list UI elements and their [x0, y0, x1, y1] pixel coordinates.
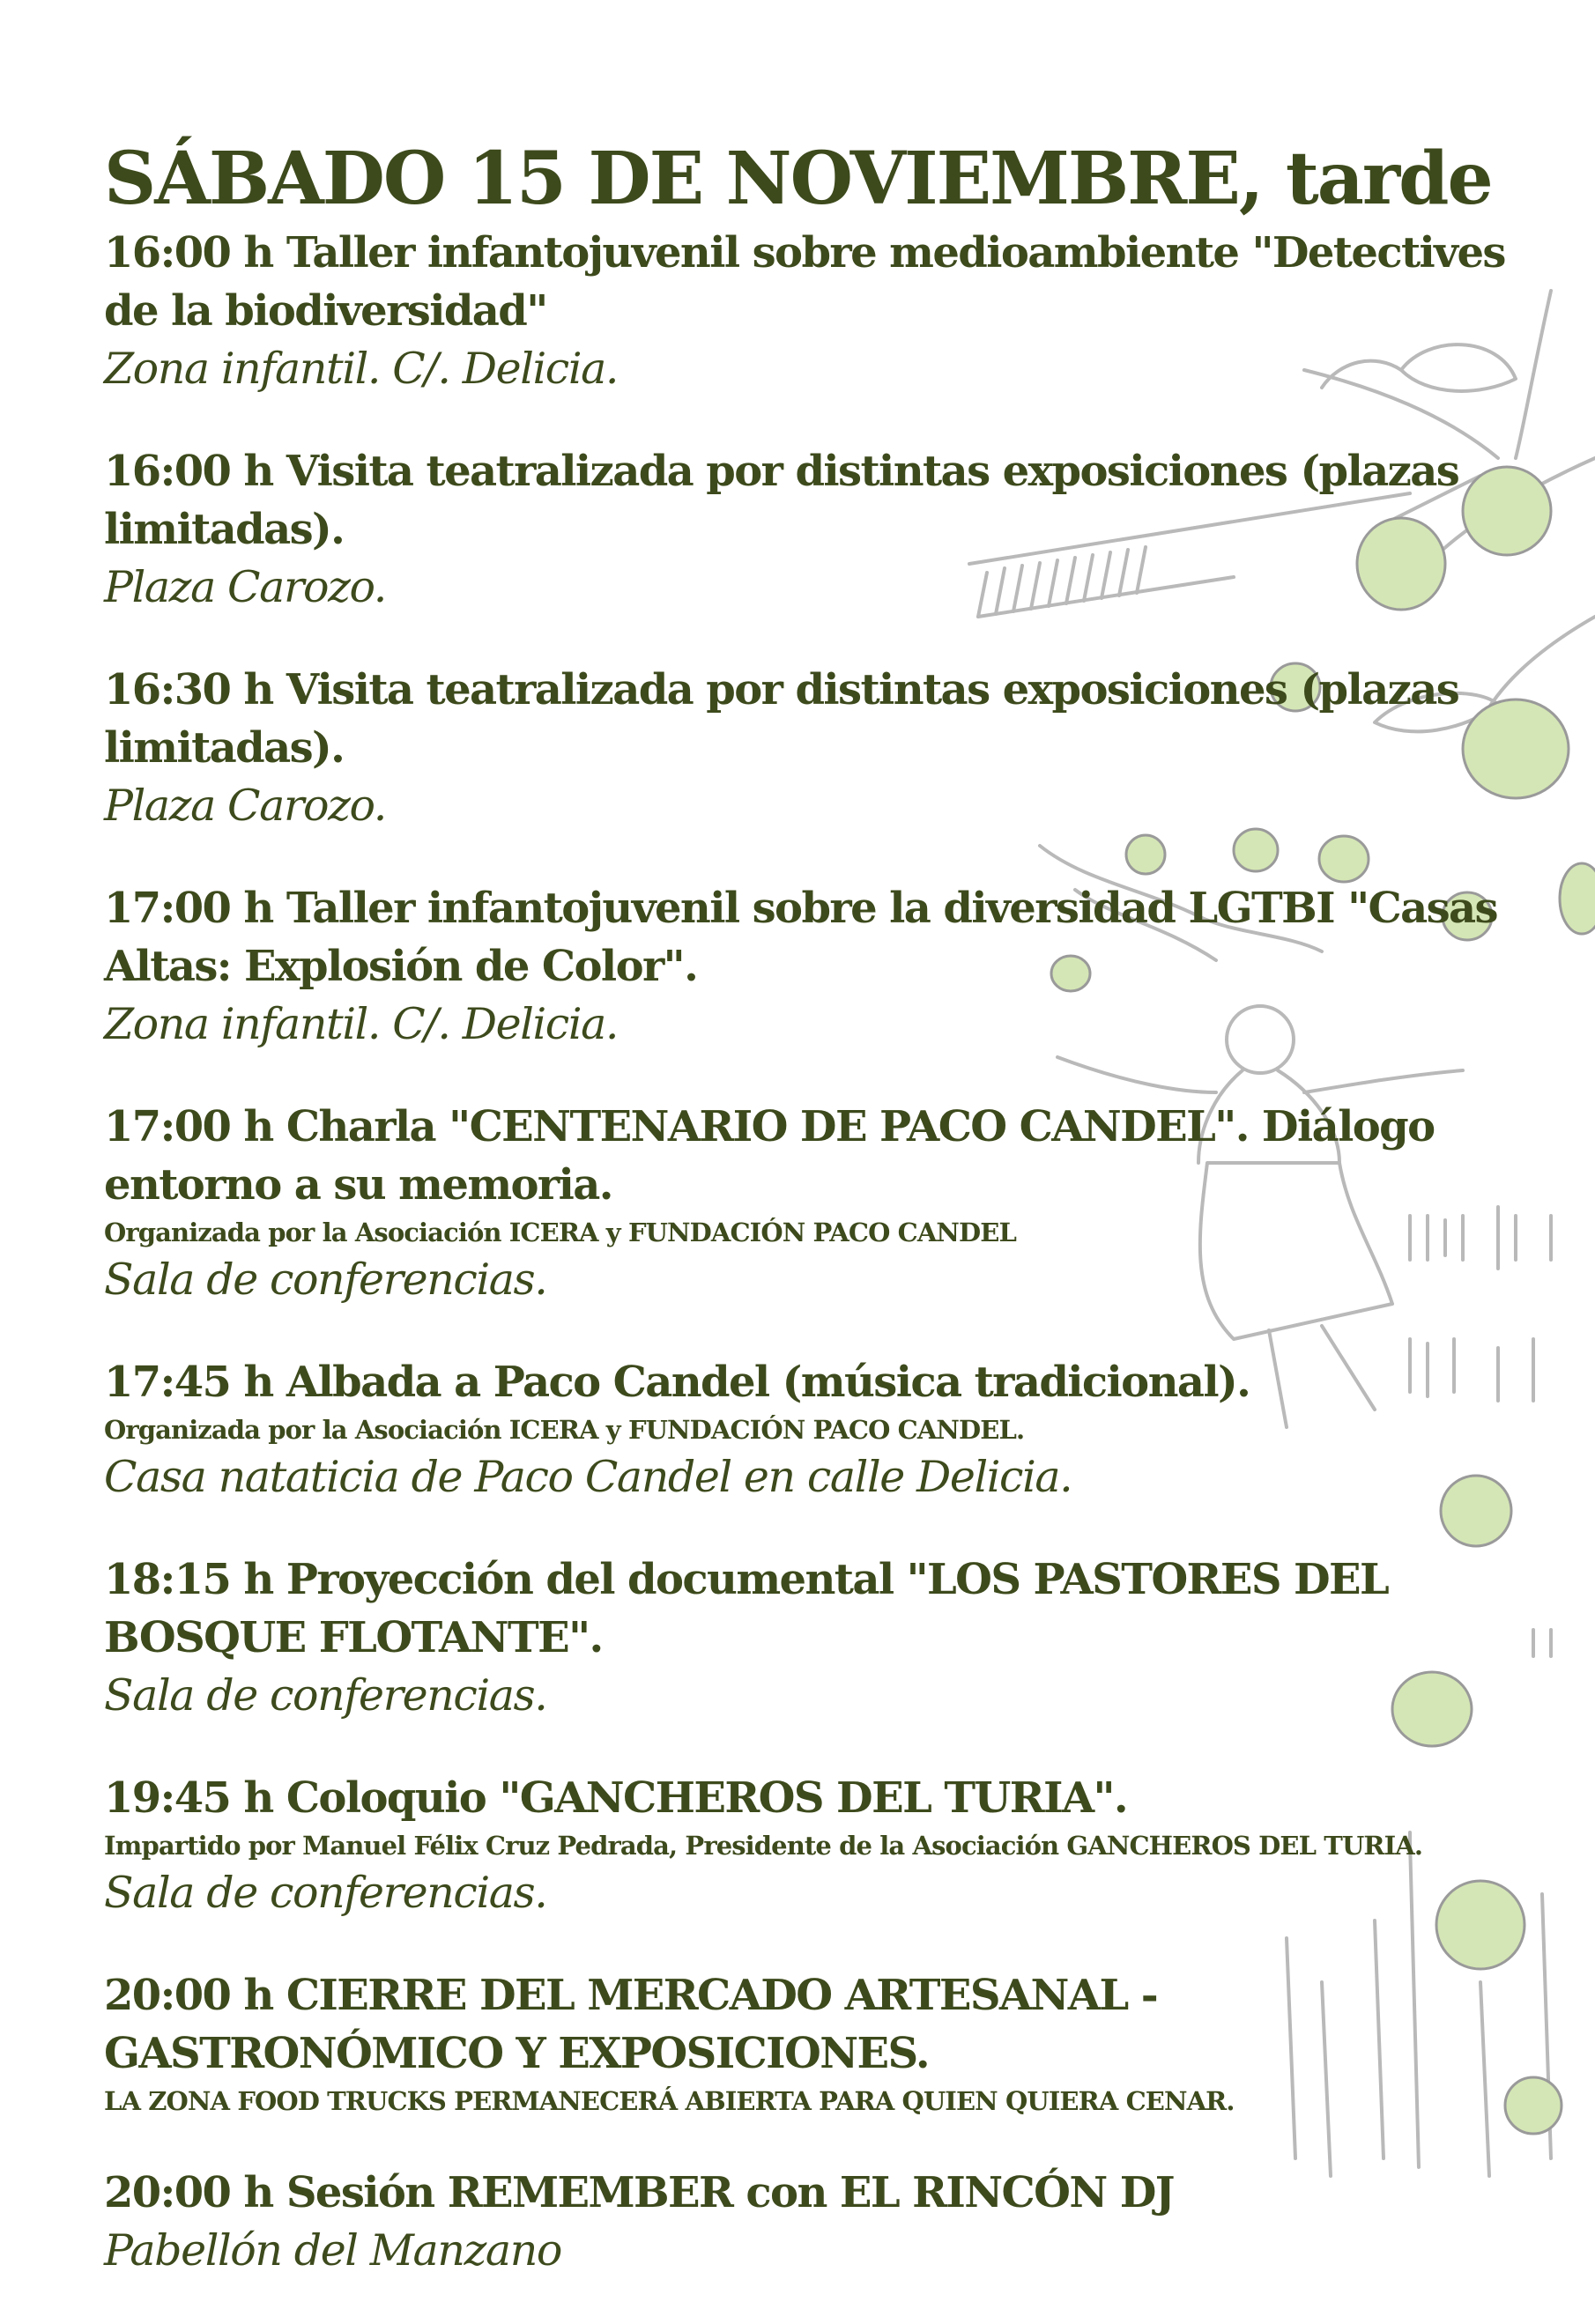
event-title: 18:15 h Proyección del documental "LOS PASTORES DEL BOSQUE FLOTANTE".: [104, 1555, 1389, 1663]
event-place: Casa nataticia de Paco Candel en calle Delicia.: [104, 1452, 1072, 1503]
event-item: [104, 224, 1532, 398]
event-place: Sala de conferencias.: [104, 1255, 547, 1306]
event-item: [104, 2164, 1532, 2280]
event-title: 20:00 h Sesión REMEMBER con EL RINCÓN DJ: [104, 2168, 1174, 2218]
event-note: LA ZONA FOOD TRUCKS PERMANECERÁ ABIERTA PARA QUIEN QUIERA CENAR.: [104, 2086, 1235, 2117]
event-place: Pabellón del Manzano: [104, 2225, 561, 2276]
event-note: Impartido por Manuel Félix Cruz Pedrada, Presidente de la Asociación GANCHEROS DEL TURIA.: [104, 1831, 1423, 1861]
event-place: Zona infantil. C/. Delicia.: [104, 344, 619, 395]
event-item: [104, 661, 1532, 835]
event-item: [104, 1966, 1532, 2120]
event-item: [104, 1551, 1532, 1725]
event-title: 16:00 h Taller infantojuvenil sobre medioambiente "Detectives de la biodiversidad": [104, 228, 1505, 337]
event-item: [104, 442, 1532, 617]
event-place: Zona infantil. C/. Delicia.: [104, 999, 619, 1050]
event-item: [104, 1769, 1532, 1922]
schedule: [104, 137, 1532, 2324]
event-item: [104, 1098, 1532, 1309]
event-place: Plaza Carozo.: [104, 562, 386, 613]
event-item: [104, 879, 1532, 1054]
event-note: Organizada por la Asociación ICERA y FUNDACIÓN PACO CANDEL: [104, 1218, 1016, 1248]
event-title: 17:00 h Taller infantojuvenil sobre la diversidad LGTBI "Casas Altas: Explosión de Color".: [104, 884, 1497, 992]
event-title: 17:45 h Albada a Paco Candel (música tradicional).: [104, 1358, 1250, 1408]
event-place: Plaza Carozo.: [104, 781, 386, 832]
event-title: 16:00 h Visita teatralizada por distintas exposiciones (plazas limitadas).: [104, 447, 1459, 555]
event-title: 16:30 h Visita teatralizada por distintas exposiciones (plazas limitadas).: [104, 665, 1459, 773]
event-note: Organizada por la Asociación ICERA y FUNDACIÓN PACO CANDEL.: [104, 1415, 1025, 1446]
event-title: 20:00 h CIERRE DEL MERCADO ARTESANAL - GASTRONÓMICO Y EXPOSICIONES.: [104, 1971, 1158, 2079]
event-title: 17:00 h Charla "CENTENARIO DE PACO CANDEL". Diálogo entorno a su memoria.: [104, 1102, 1435, 1210]
schedule-heading: SÁBADO 15 DE NOVIEMBRE, tarde: [104, 137, 1492, 221]
event-item: [104, 1353, 1532, 1506]
event-place: Sala de conferencias.: [104, 1670, 547, 1721]
event-place: Sala de conferencias.: [104, 1868, 547, 1919]
event-title: 19:45 h Coloquio "GANCHEROS DEL TURIA".: [104, 1773, 1128, 1824]
